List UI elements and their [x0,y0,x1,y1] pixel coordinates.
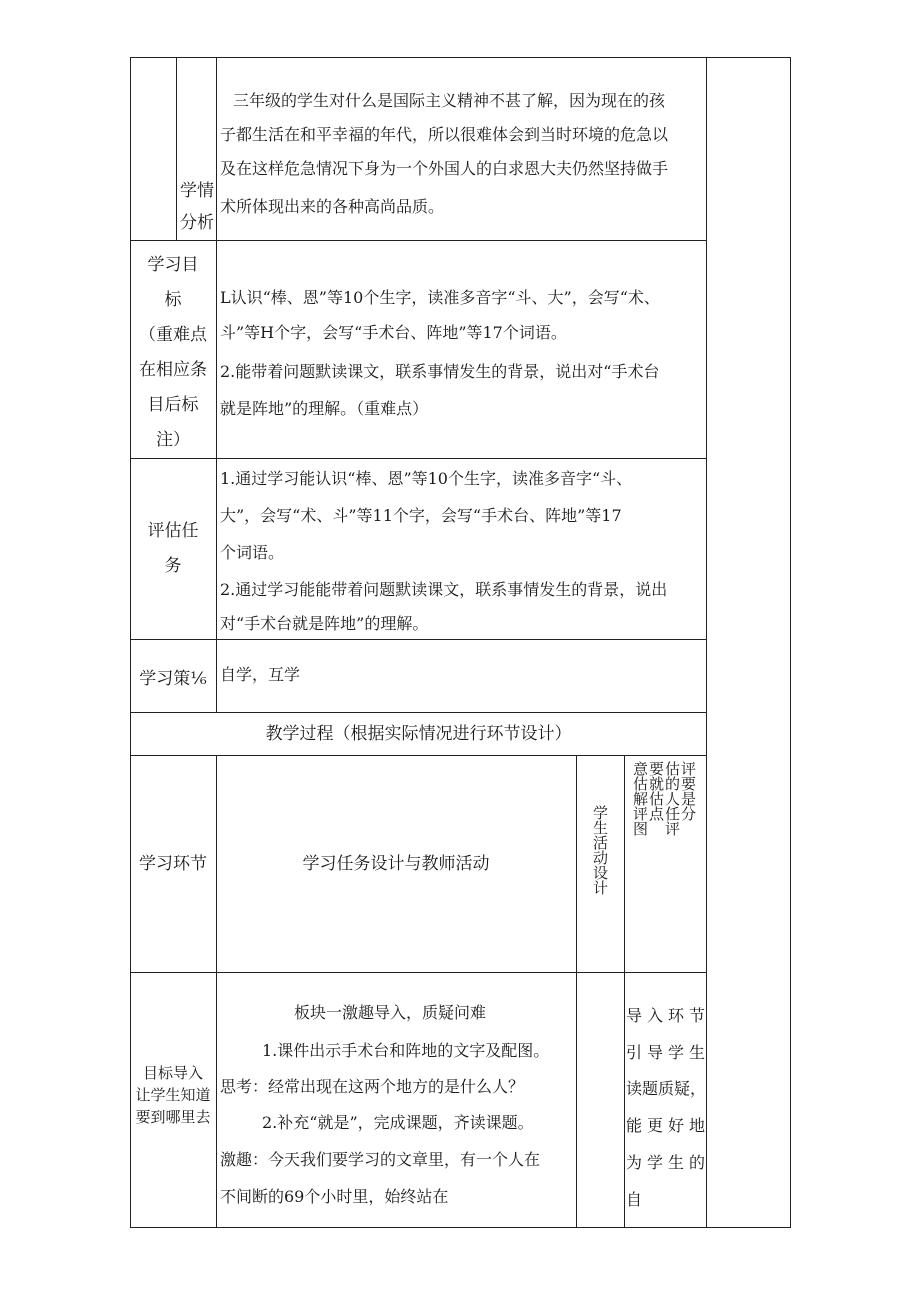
header-intent-col: 评要是分 [679,761,697,821]
goals-label-line: 注） [156,430,190,450]
table-border-top [130,57,791,58]
goals-line: 斗”等H个字，会写“手术台、阵地”等17个词语。 [220,323,567,342]
process-title: 教学过程（根据实际情况进行环节设计） [265,724,572,744]
row1-intent-line: 引导学生 [626,1043,711,1062]
row1-intent-line: 读题质疑， [626,1079,707,1098]
goals-label-line: 标 [164,290,182,310]
row1-intent-line: 导入环节 [626,1006,711,1025]
analysis-line: 三年级的学生对什么是国际主义精神不甚了解，因为现在的孩 [233,91,666,110]
assessment-line: 1.通过学习能认识“棒、恩”等10个生字，读准多音字“斗、 [220,469,633,488]
strategy-label: 学习策⅙ [139,669,207,689]
row1-intent-line: 能更好地 [626,1116,711,1135]
goals-line: 2.能带着问题默读课文，联系事情发生的背景，说出对“手术台 [220,362,660,381]
assessment-line: 大”，会写“术、斗”等11个字，会写“手术台、阵地”等17 [220,506,622,525]
table-border-left [130,57,131,1228]
row1-task-line: 不间断的69个小时里，始终站在 [220,1187,449,1206]
table-border-bottom [130,1227,791,1228]
analysis-line: 术所体现出来的各种高尚品质。 [220,197,445,216]
goals-label-line: （重难点 [139,325,207,345]
assessment-line: 对“手术台就是阵地”的理解。 [220,614,429,633]
assessment-line: 2.通过学习能能带着问题默读课文，联系事情发生的背景，说出 [220,580,668,599]
header-intent-col: 要就估点 [647,761,665,821]
table-column-divider [216,57,217,713]
assessment-label-line: 评估任 [147,521,199,541]
goals-label-line: 学习目 [147,255,199,275]
row1-task-line: 1.课件出示手术台和阵地的文字及配图。 [262,1041,550,1060]
assessment-label-line: 务 [164,556,182,576]
assessment-line: 个词语。 [220,543,285,562]
analysis-label-line: 分析 [180,213,214,233]
header-intent-col: 估的人任评 [663,761,681,836]
row1-intent-line: 为学生的 [626,1153,711,1172]
table-column-divider [576,755,577,1228]
analysis-line: 子都生活在和平幸福的年代，所以很难体会到当时环境的危急以 [220,125,669,144]
row1-label-line: 目标导入 [142,1064,203,1082]
header-student: 学生活动设计 [591,805,609,895]
goals-label-line: 目后标 [147,395,199,415]
analysis-line: 及在这样危急情况下身为一个外国人的白求恩大夫仍然坚持做手 [220,159,669,178]
table-border-right [790,57,791,1228]
header-section: 学习环节 [139,854,207,874]
row1-task-line: 板块一激趣导入，质疑问难 [294,1003,487,1022]
row1-intent-line: 自 [626,1190,643,1209]
header-intent-col: 意估解评图 [631,761,649,836]
goals-label-line: 在相应条 [139,360,207,380]
strategy-value: 自学，互学 [220,665,301,684]
table-column-divider [624,755,625,1228]
table-column-divider [216,755,217,1228]
row1-label-line: 要到哪里去 [135,1108,211,1126]
header-task: 学习任务设计与教师活动 [302,854,490,874]
goals-line: L认识“棒、恩”等10个生字，读准多音字“斗、大”，会写“术、 [220,288,660,307]
table-column-divider [176,57,177,241]
row1-task-line: 思考：经常出现在这两个地方的是什么人？ [220,1077,525,1096]
row1-task-line: 2.补充“就是”，完成课题，齐读课题。 [262,1113,534,1132]
row1-label-line: 让学生知道 [135,1086,211,1104]
goals-line: 就是阵地”的理解。（重难点） [220,399,429,418]
row1-task-line: 激趣：今天我们要学习的文章里，有一个人在 [220,1150,541,1169]
analysis-label-line: 学情 [180,181,214,201]
